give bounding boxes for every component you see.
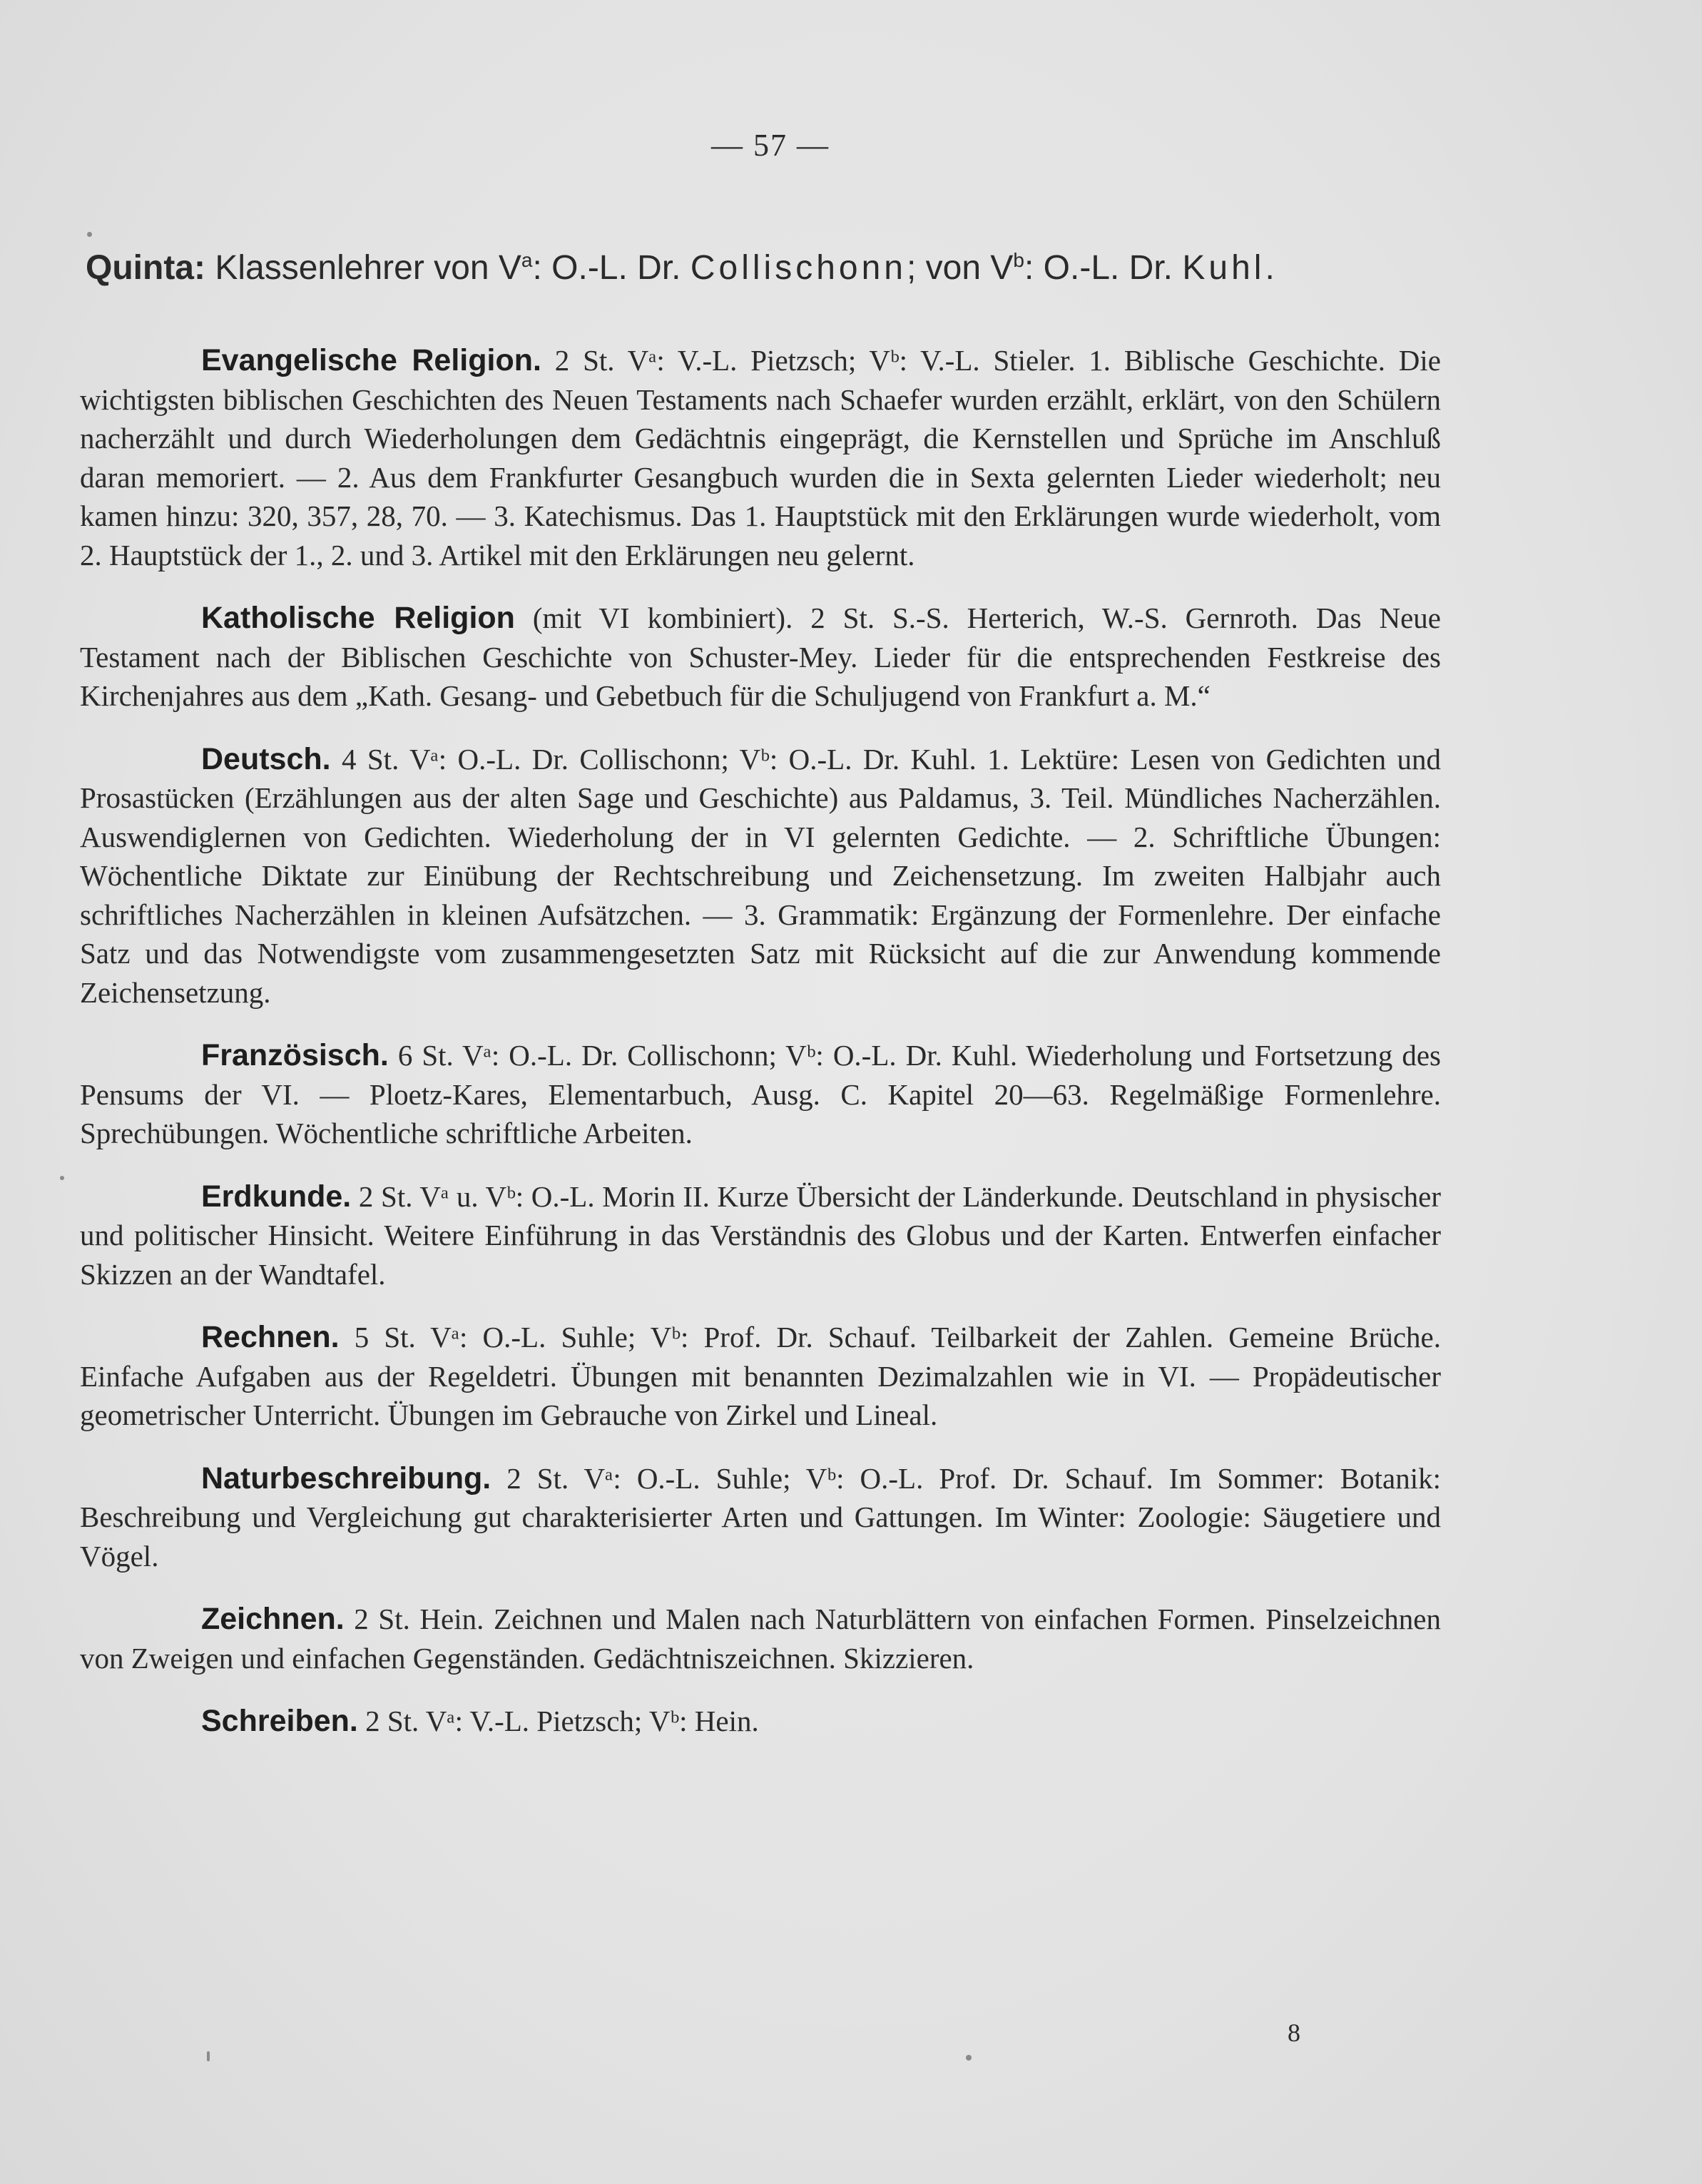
page-number: — 57 —: [711, 128, 830, 163]
section-franzoesisch: [80, 1036, 1441, 1153]
header-text: Klassenlehrer von V: [205, 249, 521, 287]
print-speck: [87, 232, 92, 237]
section-body: 4 St. Vᵃ: O.-L. Dr. Collischonn; Vᵇ: O.-L. Dr. Kuhl. 1. Lektüre: Lesen von Gedichten und Prosastücken (Erzählungen aus der alten Sage und Geschichte) aus Paldamus, 3. Teil. Mündliches Nacherzählen. Auswendiglernen von Gedichten. Wiederholung der in VI gelernten Gedichte. — 2. Schriftliche Übungen: Wöchentliche Diktate zur Einübung der Rechtschreibung und Zeichensetzung. Im zweiten Halbjahr auch schriftliches Nacherzählen in kleinen Aufsätzchen. — 3. Grammatik: Ergänzung der Formenlehre. Der einfache Satz und das Notwendigste vom zusammengesetzten Satz mit Rücksicht auf die zur Anwendung kommende Zeichensetzung.: [80, 742, 1441, 1009]
print-speck: [60, 1176, 64, 1180]
header-sup-b: b: [1013, 249, 1024, 271]
section-body: 5 St. Vᵃ: O.-L. Suhle; Vᵇ: Prof. Dr. Schauf. Teilbarkeit der Zahlen. Gemeine Brüche. Einfache Aufgaben aus der Regeldetri. Übungen mit benannten Dezimalzahlen wie in VI. — Propädeutischer geometrischer Unterricht. Übungen im Gebrauche von Zirkel und Lineal.: [80, 1321, 1441, 1431]
section-body: 2 St. Vᵃ: V.-L. Pietzsch; Vᵇ: V.-L. Stieler. 1. Biblische Geschichte. Die wichtigsten biblischen Geschichten des Neuen Testaments nach Schaefer wurden erzählt, erklärt, von den Schülern nacherzählt und durch Wiederholungen dem Gedächtnis eingeprägt, die Kernstellen und Sprüche im Anschluß daran memoriert. — 2. Aus dem Frankfurter Gesangbuch wurden die in Sexta gelernten Lieder wiederholt; neu kamen hinzu: 320, 357, 28, 70. — 3. Katechismus. Das 1. Hauptstück mit den Erklärungen wurde wiederholt, vom 2. Hauptstück der 1., 2. und 3. Artikel mit den Erklärungen neu gelernt.: [80, 344, 1441, 572]
teacher-name: Kuhl: [1182, 249, 1265, 287]
section-title: Schreiben.: [201, 1704, 358, 1738]
section-title: Erdkunde.: [201, 1179, 352, 1214]
section-title: Zeichnen.: [201, 1602, 345, 1636]
section-rechnen: [80, 1318, 1441, 1435]
section-title: Rechnen.: [201, 1320, 340, 1354]
footer-sheet-number: 8: [1288, 2018, 1300, 2047]
section-body: 2 St. Vᵃ: V.-L. Pietzsch; Vᵇ: Hein.: [357, 1705, 759, 1737]
print-speck: [207, 2051, 210, 2061]
class-header: Quinta: Klassenlehrer von $V^a$: O.-L. Dr. Collischonn; von $V^b$: O.-L. Dr. Kuhl.: [86, 249, 1275, 287]
section-zeichnen: [80, 1600, 1441, 1677]
section-evangelische-religion: [80, 341, 1441, 574]
section-title: Katholische Religion: [201, 601, 515, 635]
section-title: Evangelische Religion.: [201, 343, 541, 377]
section-title: Französisch.: [201, 1038, 389, 1072]
section-body: 2 St. Hein. Zeichnen und Malen nach Naturblättern von einfachen Formen. Pinselzeichnen von Zweigen und einfachen Gegenständen. Gedächtniszeichnen. Skizzieren.: [80, 1603, 1441, 1675]
print-speck: [966, 2055, 972, 2061]
section-body: 2 St. Vᵃ: O.-L. Suhle; Vᵇ: O.-L. Prof. Dr. Schauf. Im Sommer: Botanik: Beschreibung und Vergleichung gut charakterisierter Arten und Gattungen. Im Winter: Zoologie: Säugetiere und Vögel.: [80, 1461, 1441, 1573]
section-schreiben: [80, 1702, 1441, 1741]
class-name: Quinta:: [86, 249, 205, 287]
header-sup-a: a: [521, 249, 533, 271]
teacher-name: Collischonn: [690, 249, 907, 287]
section-erdkunde: [80, 1177, 1441, 1294]
section-body: 6 St. Vᵃ: O.-L. Dr. Collischonn; Vᵇ: O.-L. Dr. Kuhl. Wiederholung und Fortsetzung des Pensums der VI. — Ploetz-Kares, Elementarbuch, Ausg. C. Kapitel 20—63. Regelmäßige Formenlehre. Sprechübungen. Wöchentliche schriftliche Arbeiten.: [80, 1039, 1441, 1149]
section-body: 2 St. Vᵃ u. Vᵇ: O.-L. Morin II. Kurze Übersicht der Länderkunde. Deutschland in physischer und politischer Hinsicht. Weitere Einführung in das Verständnis des Globus und der Karten. Entwerfen einfacher Skizzen an der Wandtafel.: [80, 1179, 1441, 1291]
section-body: (mit VI kombiniert). 2 St. S.-S. Herterich, W.-S. Gernroth. Das Neue Testament nach der Biblischen Geschichte von Schuster-Mey. Lieder für die entsprechenden Festkreise des Kirchenjahres aus dem „Kath. Gesang- und Gebetbuch für die Schuljugend von Frankfurt a. M.“: [80, 601, 1441, 712]
section-deutsch: [80, 740, 1441, 1012]
section-title: Naturbeschreibung.: [201, 1461, 491, 1495]
section-katholische-religion: [80, 599, 1441, 716]
section-title: Deutsch.: [201, 741, 331, 776]
subject-list: [80, 341, 1441, 1765]
section-naturbeschreibung: [80, 1459, 1441, 1576]
